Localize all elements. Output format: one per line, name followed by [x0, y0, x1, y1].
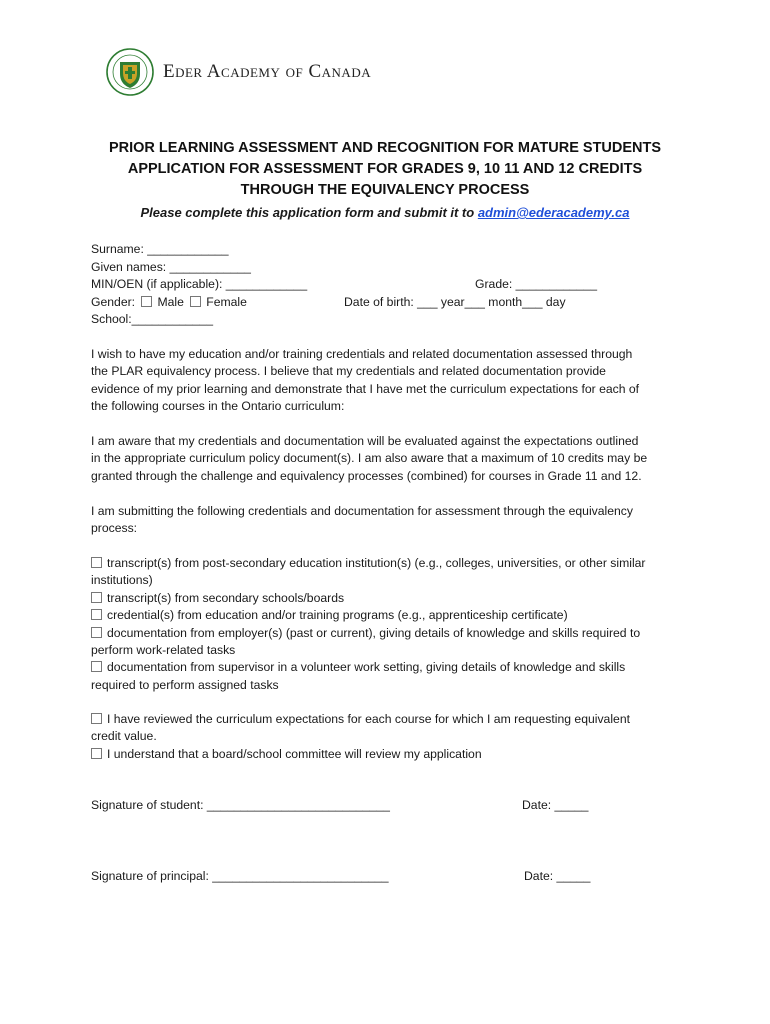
item-label-continued: perform work-related tasks	[91, 643, 236, 658]
item-label: transcript(s) from secondary schools/boards	[107, 590, 345, 605]
paragraph-line: evidence of my prior learning and demonstrate that I have met the curriculum expectations for each of	[91, 381, 640, 396]
title-line-2: APPLICATION FOR ASSESSMENT FOR GRADES 9, 10 11 AND 12 CREDITS	[127, 161, 643, 177]
item-label: documentation from employer(s) (past or current), giving details of knowledge and skills required to	[107, 625, 641, 640]
employer-checkbox[interactable]	[91, 627, 102, 638]
given-names-field[interactable]: Given names: ____________	[91, 260, 251, 274]
surname-field[interactable]: Surname: ____________	[91, 242, 229, 256]
ack-item-committee	[91, 746, 691, 763]
school-name: Eder Academy of Canada	[163, 61, 372, 82]
paragraph-awareness	[91, 433, 691, 485]
principal-signature-field[interactable]: Signature of principal: __________________________	[91, 869, 389, 883]
item-label: credential(s) from education and/or training programs (e.g., apprenticeship certificate)	[107, 608, 568, 623]
title-line-1: PRIOR LEARNING ASSESSMENT AND RECOGNITION FOR MATURE STUDENTS	[108, 140, 662, 156]
item-label-continued: institutions)	[91, 573, 153, 588]
student-signature-field[interactable]: Signature of student: ___________________________	[91, 798, 390, 812]
instructions-text: Please complete this application form and submit it to	[140, 205, 478, 220]
reviewed-checkbox[interactable]	[91, 713, 102, 724]
form-title	[0, 138, 770, 201]
documents-checklist	[91, 555, 691, 694]
paragraph-request	[91, 346, 691, 416]
date-of-birth-field[interactable]: Date of birth: ___ year___ month___ day	[344, 295, 566, 309]
gender-row	[91, 294, 247, 311]
grade-field[interactable]: Grade: ____________	[475, 277, 597, 291]
document-item-secondary	[91, 590, 691, 607]
item-label-continued: required to perform assigned tasks	[91, 677, 279, 692]
title-line-3: THROUGH THE EQUIVALENCY PROCESS	[240, 182, 530, 198]
paragraph-line: the PLAR equivalency process. I believe that my credentials and related documentation provide	[91, 364, 606, 379]
item-label: transcript(s) from post-secondary education institution(s) (e.g., colleges, universities, or other similar	[107, 556, 646, 570]
secondary-checkbox[interactable]	[91, 592, 102, 603]
credentials-checkbox[interactable]	[91, 609, 102, 620]
acknowledgements	[91, 711, 691, 763]
student-date-field[interactable]: Date: _____	[522, 798, 589, 812]
item-label-continued: credit value.	[91, 729, 157, 744]
document-item-credentials	[91, 607, 691, 624]
committee-checkbox[interactable]	[91, 748, 102, 759]
document-item-postsecondary	[91, 555, 691, 572]
postsecondary-checkbox[interactable]	[91, 557, 102, 568]
item-label: I have reviewed the curriculum expectations for each course for which I am requesting equivalent	[107, 712, 630, 726]
male-checkbox[interactable]	[141, 296, 152, 307]
instructions	[0, 205, 770, 220]
document-item-employer	[91, 625, 691, 642]
principal-date-field[interactable]: Date: _____	[524, 869, 591, 883]
email-link[interactable]: admin@ederacademy.ca	[477, 205, 630, 220]
item-label: documentation from supervisor in a volunteer work setting, giving details of knowledge and skills	[107, 660, 626, 675]
item-label: I understand that a board/school committee will review my application	[107, 746, 482, 761]
paragraph-line: process:	[91, 521, 138, 536]
min-oen-field[interactable]: MIN/OEN (if applicable): ____________	[91, 277, 308, 291]
academy-seal-logo	[106, 48, 154, 96]
school-field[interactable]: School:____________	[91, 312, 213, 326]
paragraph-line: granted through the challenge and equivalency processes (combined) for courses in Grade 11 and 12.	[91, 468, 642, 483]
male-label: Male	[157, 295, 184, 309]
paragraph-line: I am submitting the following credentials and documentation for assessment through the equivalency	[91, 504, 633, 518]
paragraph-line: the following courses in the Ontario curriculum:	[91, 399, 345, 414]
paragraph-line: I wish to have my education and/or training credentials and related documentation assessed through	[91, 347, 633, 361]
female-checkbox[interactable]	[190, 296, 201, 307]
volunteer-checkbox[interactable]	[91, 661, 102, 672]
paragraph-submitting	[91, 503, 691, 538]
paragraph-line: I am aware that my credentials and documentation will be evaluated against the expectations outlined	[91, 434, 639, 448]
gender-label: Gender:	[91, 295, 136, 309]
paragraph-line: in the appropriate curriculum policy document(s). I am also aware that a maximum of 10 credits may be	[91, 451, 648, 466]
female-label: Female	[206, 295, 247, 309]
document-item-volunteer	[91, 659, 691, 676]
ack-item-reviewed	[91, 711, 691, 728]
